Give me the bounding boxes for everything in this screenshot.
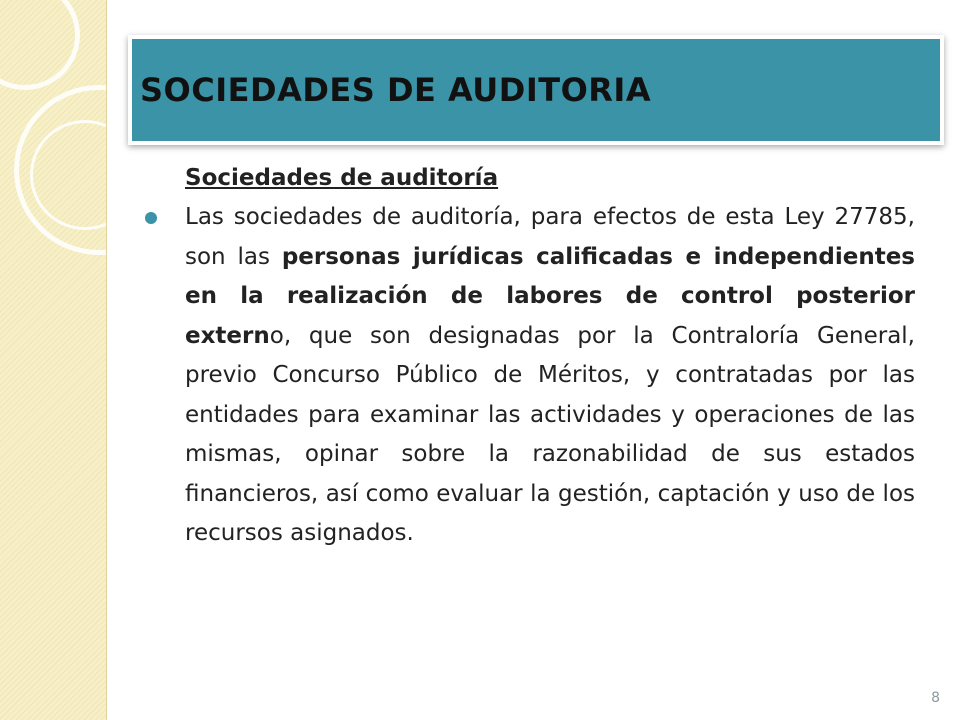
paragraph-bold-text: personas jurídicas calificadas e independientes en la realización de labores de control posterior extern: [185, 243, 915, 349]
title-bar-fill: [132, 39, 940, 141]
slide-title: SOCIEDADES DE AUDITORIA: [140, 71, 652, 109]
page-number: 8: [931, 690, 940, 706]
bullet-item: [145, 198, 915, 554]
subheading: Sociedades de auditoría: [185, 165, 499, 191]
bullet-paragraph: [185, 198, 915, 554]
bullet-icon: [145, 212, 157, 224]
slide-content: [145, 160, 915, 554]
paragraph-text: Las sociedades de auditoría, para efectos de esta Ley 27785, son las: [185, 204, 915, 270]
paragraph-text: o, que son designadas por la Contraloría General, previo Concurso Público de Méritos, y contratadas por las entidades para examinar las actividades y operaciones de las mismas, opinar sobre la razonabilidad de sus estados financieros, así como evaluar la gestión, captación y uso de los recursos asignados.: [185, 322, 915, 546]
decorative-side-band: [0, 0, 107, 720]
title-bar: [128, 35, 944, 145]
decorative-circle: [0, 0, 80, 90]
